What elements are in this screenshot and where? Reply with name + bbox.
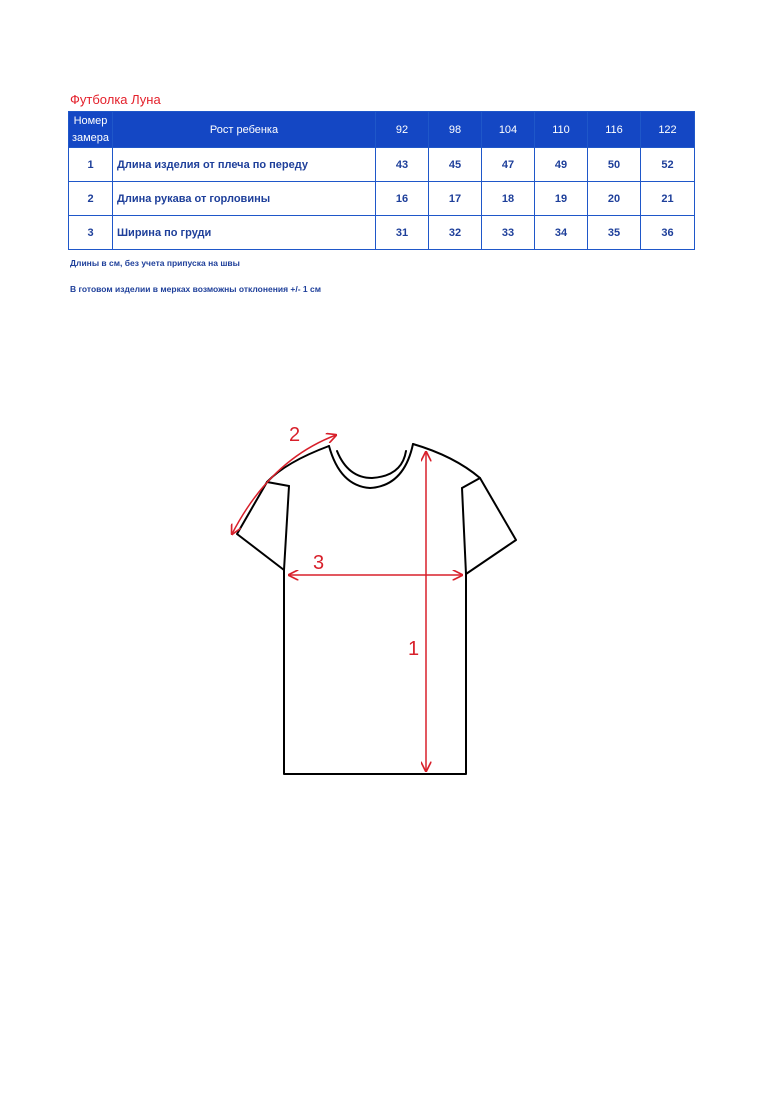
cell-value: 50 (588, 148, 641, 182)
cell-value: 36 (641, 216, 695, 250)
row-number: 3 (69, 216, 113, 250)
header-size: 92 (376, 112, 429, 148)
cell-value: 45 (429, 148, 482, 182)
header-size: 122 (641, 112, 695, 148)
cell-value: 32 (429, 216, 482, 250)
cell-value: 18 (482, 182, 535, 216)
cell-value: 21 (641, 182, 695, 216)
header-measure-number: Номер замера (69, 112, 113, 148)
label-length: 1 (408, 638, 420, 660)
header-child-height: Рост ребенка (113, 112, 376, 148)
header-size: 110 (535, 112, 588, 148)
cell-value: 47 (482, 148, 535, 182)
cell-value: 16 (376, 182, 429, 216)
cell-value: 34 (535, 216, 588, 250)
tshirt-outline (237, 444, 516, 774)
row-number: 2 (69, 182, 113, 216)
cell-value: 20 (588, 182, 641, 216)
cell-value: 49 (535, 148, 588, 182)
row-number: 1 (69, 148, 113, 182)
cell-value: 52 (641, 148, 695, 182)
cell-value: 19 (535, 182, 588, 216)
cell-value: 17 (429, 182, 482, 216)
cell-value: 31 (376, 216, 429, 250)
header-size: 116 (588, 112, 641, 148)
row-description: Длина изделия от плеча по переду (113, 148, 376, 182)
label-sleeve: 2 (289, 424, 301, 446)
row-description: Длина рукава от горловины (113, 182, 376, 216)
label-chest: 3 (313, 552, 325, 574)
row-description: Ширина по груди (113, 216, 376, 250)
note-tolerance: В готовом изделии в мерках возможны отклонения +/- 1 см (70, 284, 322, 294)
note-seam-allowance: Длины в см, без учета припуска на швы (70, 258, 240, 268)
measure-lines (232, 435, 462, 771)
page-title: Футболка Луна (70, 92, 161, 107)
cell-value: 33 (482, 216, 535, 250)
header-size: 98 (429, 112, 482, 148)
cell-value: 35 (588, 216, 641, 250)
cell-value: 43 (376, 148, 429, 182)
header-size: 104 (482, 112, 535, 148)
